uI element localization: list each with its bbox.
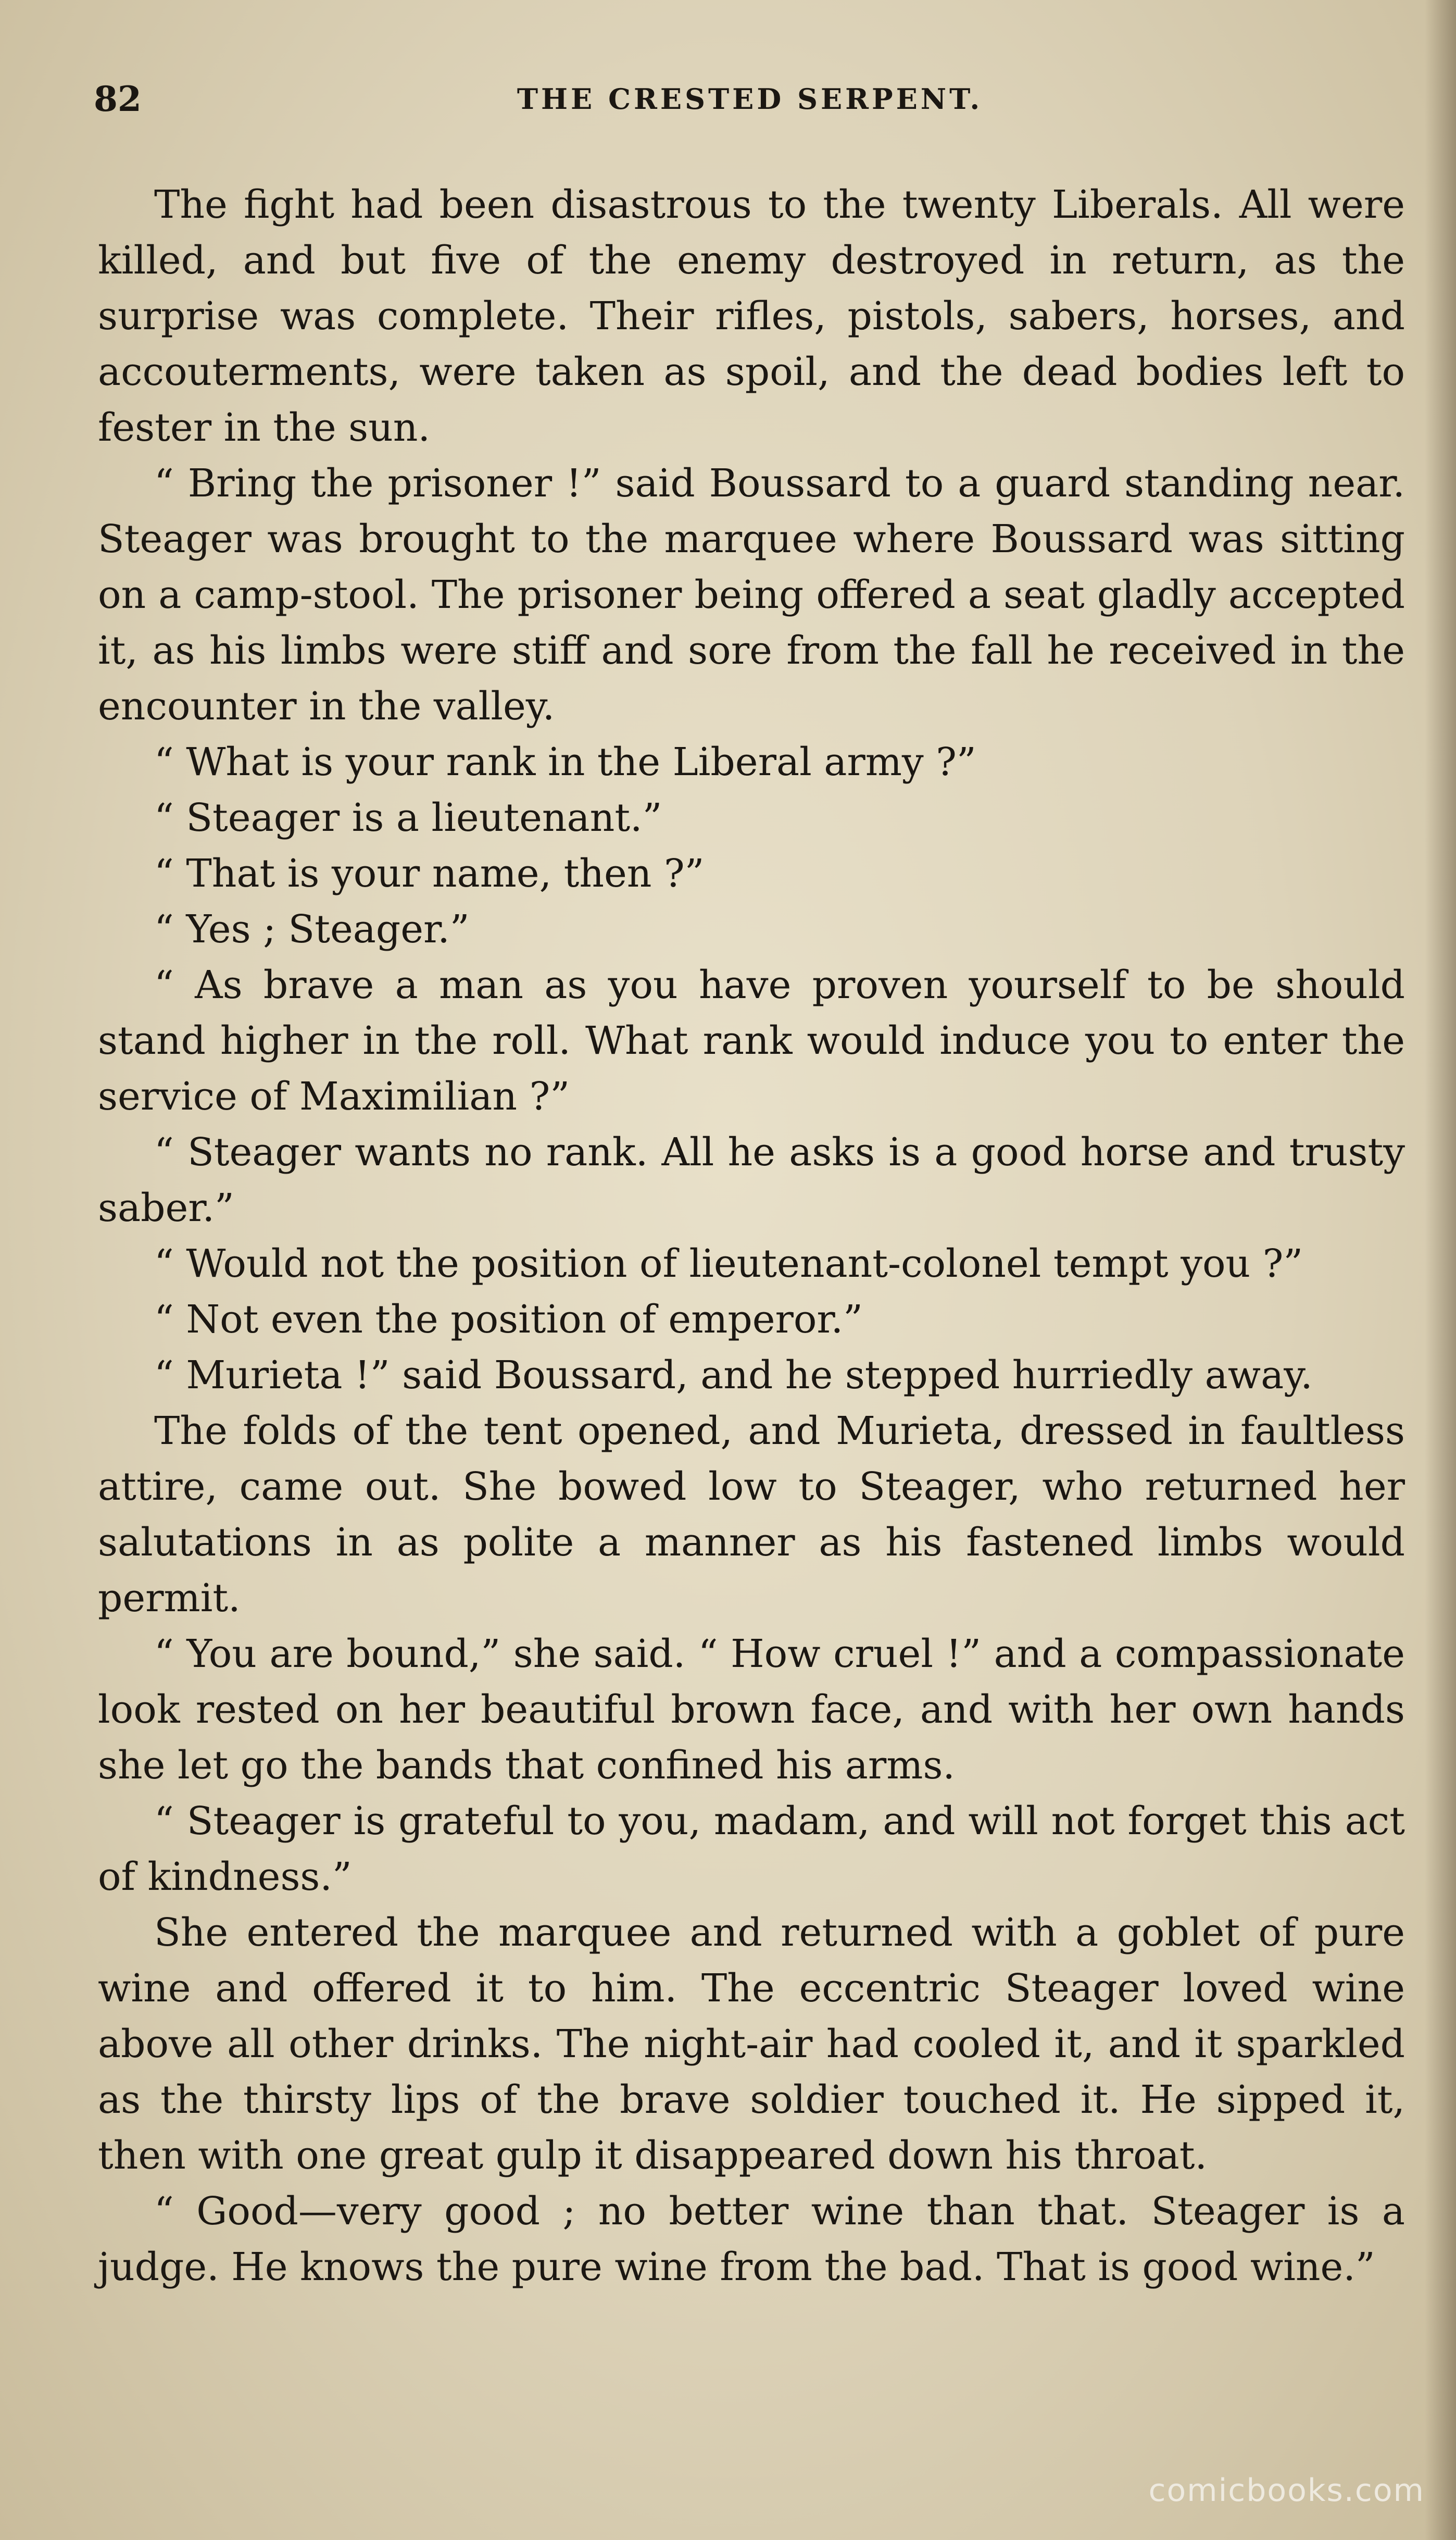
paragraph: “ Yes ; Steager.” xyxy=(154,907,470,952)
paragraph: “ Steager is grateful to you, madam, and will not forget this act of kindness.” xyxy=(98,1799,1405,1899)
paragraph: “ Would not the position of lieutenant-colonel tempt you ?” xyxy=(154,1241,1303,1286)
running-title: THE CRESTED SERPENT. xyxy=(517,82,983,116)
paragraph: “ That is your name, then ?” xyxy=(154,851,705,896)
paragraph: “ Steager wants no rank. All he asks is a good horse and trusty saber.” xyxy=(98,1130,1405,1230)
page-header xyxy=(94,78,1406,120)
paragraph: “ What is your rank in the Liberal army ?” xyxy=(154,740,976,785)
watermark: comicbooks.com xyxy=(1148,2472,1425,2509)
paragraph: The folds of the tent opened, and Murieta, dressed in faultless attire, came out. She bowed low to Steager, who returned her salutations in as polite a manner as his fastened limbs would permit. xyxy=(98,1409,1405,1621)
page-number: 82 xyxy=(94,79,142,119)
paragraph: “ Bring the prisoner !” said Boussard to a guard standing near. Steager was brought to the marquee where Boussard was sitting on a camp-stool. The prisoner being offered a seat gladly accepted it, as his limbs were stiff and sore from the fall he received in the encounter in the valley. xyxy=(98,461,1405,729)
paragraph: She entered the marquee and returned with a goblet of pure wine and offered it to him. The eccentric Steager loved wine above all other drinks. The night-air had cooled it, and it sparkled as the thirsty lips of the brave soldier touched it. He sipped it, then with one great gulp it disappeared down his throat. xyxy=(98,1910,1405,2178)
paragraph: “ You are bound,” she said. “ How cruel !” and a compassionate look rested on her beautiful brown face, and with her own hands she let go the bands that confined his arms. xyxy=(98,1632,1405,1788)
paragraph: “ As brave a man as you have proven yourself to be should stand higher in the roll. What rank would induce you to enter the service of Maximilian ?” xyxy=(98,963,1405,1119)
page-edge-shadow xyxy=(1425,0,1456,2540)
paragraph: “ Murieta !” said Boussard, and he stepped hurriedly away. xyxy=(154,1353,1313,1398)
paragraph: “ Steager is a lieutenant.” xyxy=(154,795,662,840)
paragraph: The fight had been disastrous to the twenty Liberals. All were killed, and but five of the enemy destroyed in return, as the surprise was complete. Their rifles, pistols, sabers, horses, and accouterments, were taken as spoil, and the dead bodies left to fester in the sun. xyxy=(98,182,1405,450)
body-text xyxy=(98,177,1405,2295)
paragraph: “ Not even the position of emperor.” xyxy=(154,1297,863,1342)
paragraph: “ Good—very good ; no better wine than that. Steager is a judge. He knows the pure wine from the bad. That is good wine.” xyxy=(98,2189,1405,2289)
